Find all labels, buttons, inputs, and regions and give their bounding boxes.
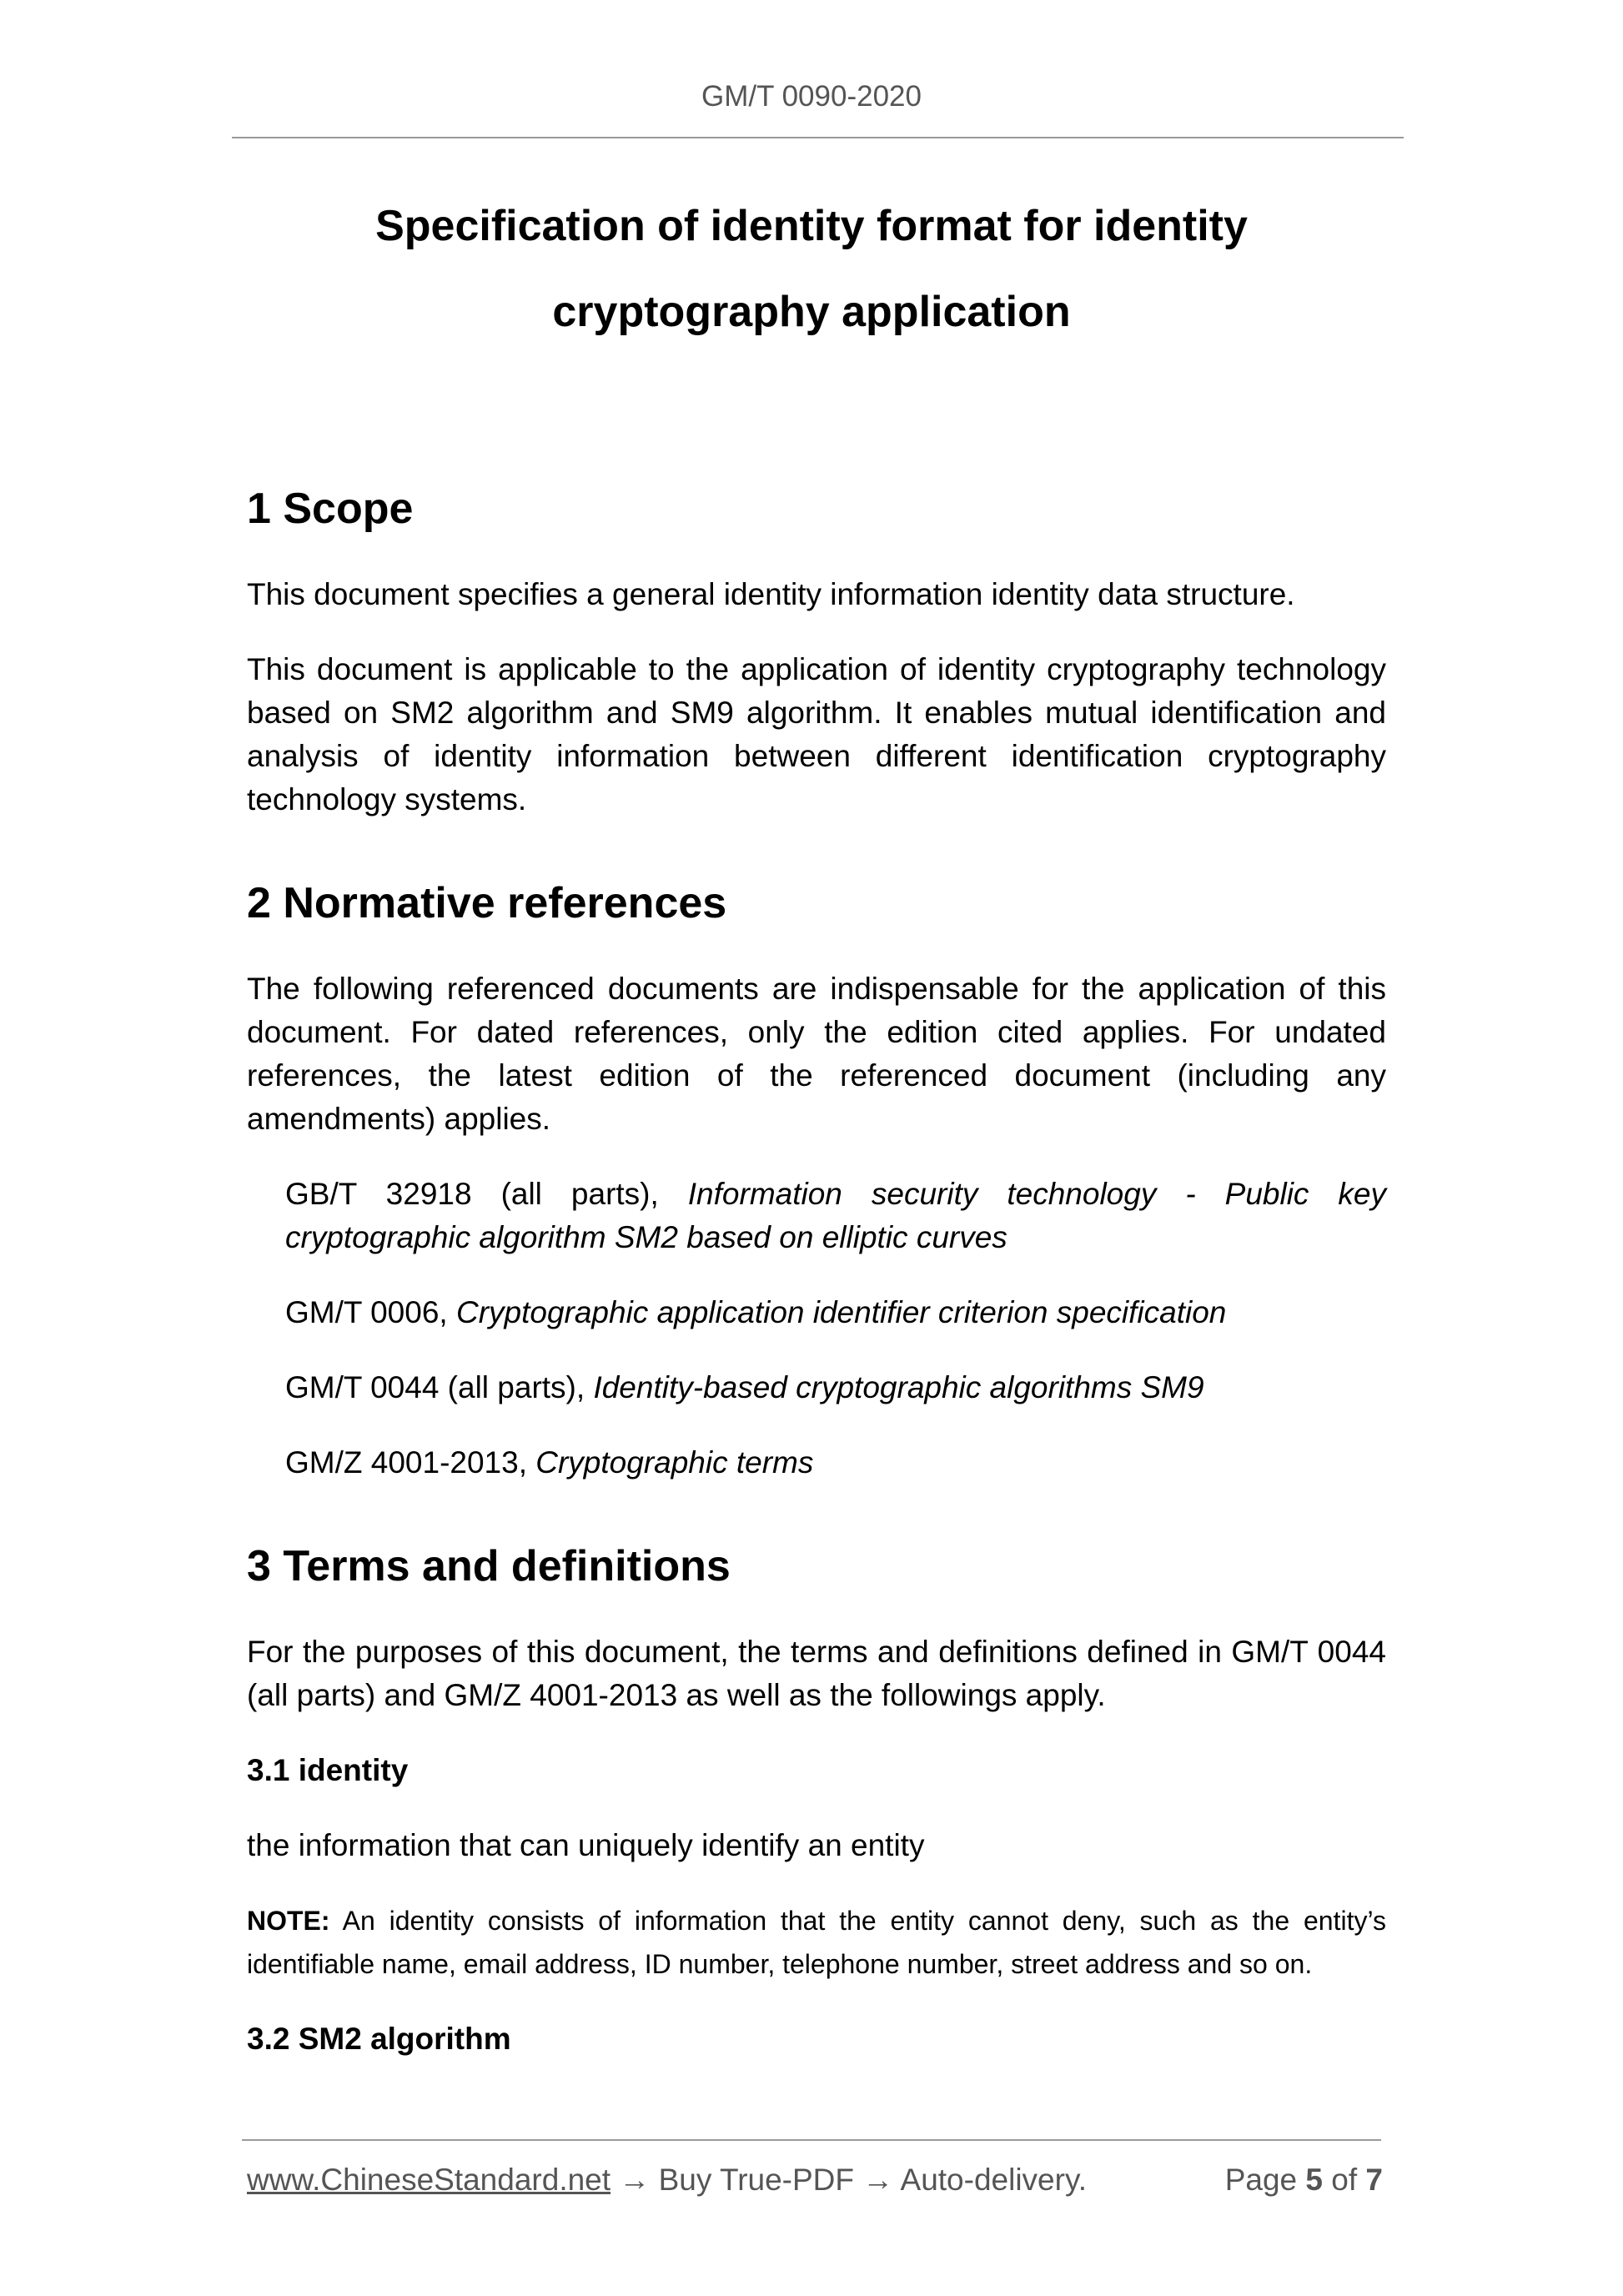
term-heading-sm2-algorithm: 3.2 SM2 algorithm bbox=[247, 2022, 511, 2056]
section-heading-terms-and-definitions: 3 Terms and definitions bbox=[247, 1542, 731, 1590]
reference-item bbox=[285, 1173, 1386, 1259]
reference-item bbox=[285, 1291, 1386, 1334]
term-heading-identity: 3.1 identity bbox=[247, 1753, 409, 1787]
scope-paragraph-1: This document specifies a general identity information identity data structure. bbox=[247, 577, 1295, 611]
scope-paragraph-2: This document is applicable to the application of identity cryptography technology based on SM2 algorithm and SM9 algorithm. It enables mutual identification and analysis of identity information between different identification cryptography technology systems. bbox=[247, 652, 1386, 816]
reference-item bbox=[285, 1366, 1386, 1409]
footer-promo-text: → Buy True-PDF → Auto-delivery. bbox=[611, 2163, 1087, 2197]
header-divider bbox=[232, 137, 1404, 138]
page-label: Page bbox=[1224, 2163, 1306, 2197]
reference-code: GB/T 32918 (all parts), bbox=[285, 1177, 688, 1211]
section-heading-scope: 1 Scope bbox=[247, 485, 414, 533]
document-title-line-1: Specification of identity format for identity bbox=[375, 202, 1248, 250]
reference-code: GM/T 0044 (all parts), bbox=[285, 1370, 594, 1404]
normative-intro-paragraph: The following referenced documents are indispensable for the application of this document. For dated references, only the edition cited applies. For undated references, the latest edition of the referenced document (including any amendments) applies. bbox=[247, 972, 1386, 1136]
term-definition-identity: the information that can uniquely identify an entity bbox=[247, 1828, 925, 1862]
page-number: 5 bbox=[1305, 2163, 1323, 2197]
document-title-line-2: cryptography application bbox=[552, 288, 1071, 336]
page-footer bbox=[247, 2160, 1383, 2200]
reference-code: GM/T 0006, bbox=[285, 1295, 456, 1329]
document-body bbox=[247, 479, 1386, 2061]
section-heading-normative-references: 2 Normative references bbox=[247, 879, 727, 927]
reference-code: GM/Z 4001-2013, bbox=[285, 1445, 536, 1480]
terms-intro-paragraph: For the purposes of this document, the terms and definitions defined in GM/T 0044 (all parts) and GM/Z 4001-2013 as well as the followings apply. bbox=[247, 1635, 1386, 1712]
page-total: 7 bbox=[1365, 2163, 1383, 2197]
footer-website-link[interactable]: www.ChineseStandard.net bbox=[247, 2163, 611, 2197]
reference-item bbox=[285, 1441, 1386, 1485]
reference-title: Identity-based cryptographic algorithms SM9 bbox=[593, 1370, 1204, 1404]
term-note bbox=[247, 1899, 1386, 1986]
document-title bbox=[0, 183, 1623, 355]
reference-title: Information security technology - Public key cryptographic algorithm SM2 based on elliptic curves bbox=[285, 1177, 1387, 1254]
footer-promo bbox=[247, 2160, 1087, 2200]
note-label: NOTE: bbox=[247, 1906, 330, 1936]
reference-title: Cryptographic application identifier criterion specification bbox=[455, 1295, 1227, 1329]
reference-title: Cryptographic terms bbox=[535, 1445, 814, 1480]
note-text: An identity consists of information that the entity cannot deny, such as the entity’s identifiable name, email address, ID number, telephone number, street address and so on. bbox=[247, 1906, 1386, 1979]
footer-divider bbox=[242, 2139, 1381, 2141]
footer-page-indicator bbox=[1225, 2160, 1383, 2200]
header-standard-code: GM/T 0090-2020 bbox=[701, 80, 922, 113]
of-label: of bbox=[1323, 2163, 1366, 2197]
